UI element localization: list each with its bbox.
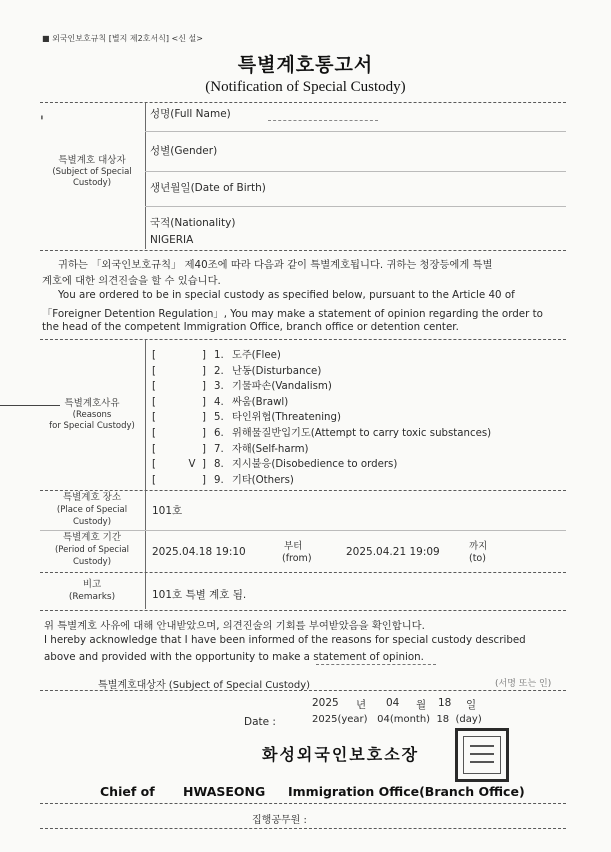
- ack-ko: 위 특별계호 사유에 대해 안내받았으며, 의견진술의 기회를 부여받았음을 확인합니다.: [44, 620, 425, 632]
- ack-en2: above and provided with the opportunity to make a statement of opinion.: [44, 651, 424, 663]
- place-value: 101호: [152, 505, 183, 517]
- divider: [40, 828, 566, 829]
- official-seal: [455, 728, 509, 782]
- period-start: 2025.04.18 19:10: [152, 546, 246, 558]
- reason-number: 4.: [214, 396, 224, 408]
- divider: [40, 803, 566, 804]
- divider: [40, 572, 566, 573]
- reason-bracket-open: [: [152, 396, 156, 408]
- place-label-ko: 특별계호 장소: [62, 492, 122, 503]
- reason-bracket-open: [: [152, 412, 156, 424]
- row-divider: [145, 206, 566, 207]
- column-divider: [145, 340, 146, 490]
- notice-ko-line1: 귀하는 「외국인보호규칙」 제40조에 따라 다음과 같이 특별계호됩니다. 귀하는 청장등에게 특별: [58, 259, 493, 271]
- divider: [40, 102, 566, 103]
- period-end: 2025.04.21 19:09: [346, 546, 440, 558]
- full-name-label: 성명(Full Name): [150, 108, 231, 120]
- underline: [316, 664, 436, 665]
- dob-label: 생년월일(Date of Birth): [150, 182, 266, 194]
- subject-signature-label: 특별계호대상자 (Subject of Special Custody): [98, 680, 311, 691]
- office-title-english: Immigration Office(Branch Office): [288, 784, 525, 799]
- remarks-value: 101호 특별 계호 됨.: [152, 589, 247, 601]
- period-label-ko: 특별계호 기간: [62, 532, 122, 543]
- reason-item: [152, 471, 294, 486]
- reasons-label-ko: 특별계호사유: [64, 398, 120, 409]
- reason-number: 3.: [214, 381, 224, 393]
- margin-mark: ': [40, 114, 44, 130]
- period-to-en: (to): [469, 553, 486, 564]
- form-reference: ■ 외국인보호규칙 [별지 제2호서식] <신 설>: [42, 34, 203, 43]
- period-section-label: [42, 531, 142, 568]
- executor-label: 집행공무원 :: [252, 815, 307, 826]
- reason-bracket-open: [: [152, 350, 156, 361]
- nationality-label: 국적(Nationality): [150, 217, 236, 229]
- reason-bracket-close: ]: [202, 381, 206, 393]
- reason-text: 기타(Others): [232, 474, 294, 486]
- remarks-label-en: (Remarks): [68, 592, 116, 602]
- subject-label-en: (Subject of Special Custody): [52, 167, 132, 188]
- reason-number: 7.: [214, 443, 224, 455]
- reason-text: 타인위협(Threatening): [232, 412, 341, 424]
- date-day-ko: 일: [466, 699, 477, 711]
- seal-mark: [470, 753, 494, 755]
- reason-number: 1.: [214, 350, 224, 361]
- column-divider: [145, 573, 146, 609]
- seal-inner-border: [463, 736, 501, 774]
- reason-number: 5.: [214, 412, 224, 424]
- reason-number: 2.: [214, 365, 224, 377]
- reason-text: 위해물질반입기도(Attempt to carry toxic substances): [232, 428, 492, 439]
- divider: [40, 339, 566, 340]
- place-label-en1: (Place of Special: [56, 505, 128, 515]
- reason-text: 기물파손(Vandalism): [232, 381, 332, 393]
- reasons-label-en1: (Reasons: [72, 410, 112, 420]
- title-korean: 특별계호통고서: [237, 54, 374, 76]
- office-name-korean: 화성외국인보호소장: [262, 745, 420, 764]
- gender-label: 성별(Gender): [150, 145, 218, 157]
- reason-checkbox: V: [188, 459, 196, 471]
- date-english: 2025(year) 04(month) 18 (day): [312, 714, 482, 725]
- reason-bracket-close: ]: [202, 396, 206, 408]
- office-name-english: HWASEONG: [183, 784, 266, 799]
- reason-bracket-close: ]: [202, 459, 206, 471]
- notice-en-line1: You are ordered to be in special custody as specified below, pursuant to the Article 40 of: [58, 289, 515, 301]
- reason-text: 난동(Disturbance): [232, 365, 322, 377]
- reason-number: 9.: [214, 474, 224, 486]
- divider: [40, 610, 566, 611]
- reason-bracket-close: ]: [202, 350, 206, 361]
- reason-bracket-open: [: [152, 365, 156, 377]
- reason-text: 싸움(Brawl): [232, 396, 289, 408]
- reason-number: 6.: [214, 428, 224, 439]
- remarks-label-ko: 비고: [82, 579, 102, 590]
- period-from-en: (from): [282, 553, 312, 564]
- redaction-line: [268, 120, 378, 121]
- reason-bracket-close: ]: [202, 412, 206, 424]
- period-from-ko: 부터: [284, 541, 303, 552]
- chief-of-label: Chief of: [100, 784, 155, 799]
- row-divider: [145, 131, 566, 132]
- seal-mark: [470, 761, 494, 763]
- date-year-ko: 년: [356, 699, 367, 711]
- reason-item: [152, 455, 397, 470]
- place-section-label: [42, 491, 142, 528]
- reason-item: [152, 377, 332, 392]
- reason-bracket-close: ]: [202, 365, 206, 377]
- period-label-en2: Custody): [72, 557, 112, 567]
- reason-text: 자해(Self-harm): [232, 443, 309, 455]
- nationality-value: NIGERIA: [150, 234, 194, 246]
- reason-item: [152, 346, 281, 361]
- divider: [40, 250, 566, 251]
- ack-en1: I hereby acknowledge that I have been informed of the reasons for special custody described: [44, 634, 526, 646]
- reason-bracket-open: [: [152, 443, 156, 455]
- notice-en-line2: 「Foreigner Detention Regulation」, You may make a statement of opinion regarding the order to: [42, 308, 543, 320]
- reason-bracket-open: [: [152, 381, 156, 393]
- sign-label: (서명 또는 인): [495, 679, 552, 689]
- reasons-label-en2: for Special Custody): [49, 421, 135, 431]
- subject-label-ko: 특별계호 대상자: [58, 155, 126, 166]
- reason-item: [152, 440, 309, 455]
- row-divider: [145, 171, 566, 172]
- column-divider: [145, 491, 146, 581]
- reason-text: 도주(Flee): [232, 350, 281, 361]
- column-divider: [145, 103, 146, 249]
- seal-mark: [470, 745, 494, 747]
- reason-item: [152, 362, 321, 377]
- reason-text: 지시불응(Disobedience to orders): [232, 459, 398, 471]
- place-label-en2: Custody): [72, 517, 112, 527]
- date-year: 2025: [312, 697, 339, 709]
- reason-bracket-close: ]: [202, 443, 206, 455]
- date-month-ko: 월: [416, 699, 427, 711]
- title-english: (Notification of Special Custody): [205, 79, 406, 95]
- reason-bracket-close: ]: [202, 474, 206, 486]
- reasons-section-label: [42, 397, 142, 432]
- subject-section-label: [42, 154, 142, 189]
- reason-item: [152, 408, 341, 423]
- reason-bracket-close: ]: [202, 428, 206, 439]
- reason-bracket-open: [: [152, 459, 156, 471]
- period-to-ko: 까지: [469, 541, 488, 552]
- reason-item: [152, 424, 491, 439]
- notice-ko-line2: 계호에 대한 의견진술을 할 수 있습니다.: [42, 275, 221, 287]
- date-month: 04: [386, 697, 400, 709]
- date-label: Date :: [244, 716, 276, 728]
- notice-en-line3: the head of the competent Immigration Office, branch office or detention center.: [42, 321, 459, 333]
- date-day: 18: [438, 697, 452, 709]
- reason-number: 8.: [214, 459, 224, 471]
- remarks-section-label: [42, 578, 142, 604]
- reason-bracket-open: [: [152, 474, 156, 486]
- divider: [40, 690, 566, 691]
- reason-item: [152, 393, 288, 408]
- period-label-en1: (Period of Special: [54, 545, 130, 555]
- reason-bracket-open: [: [152, 428, 156, 439]
